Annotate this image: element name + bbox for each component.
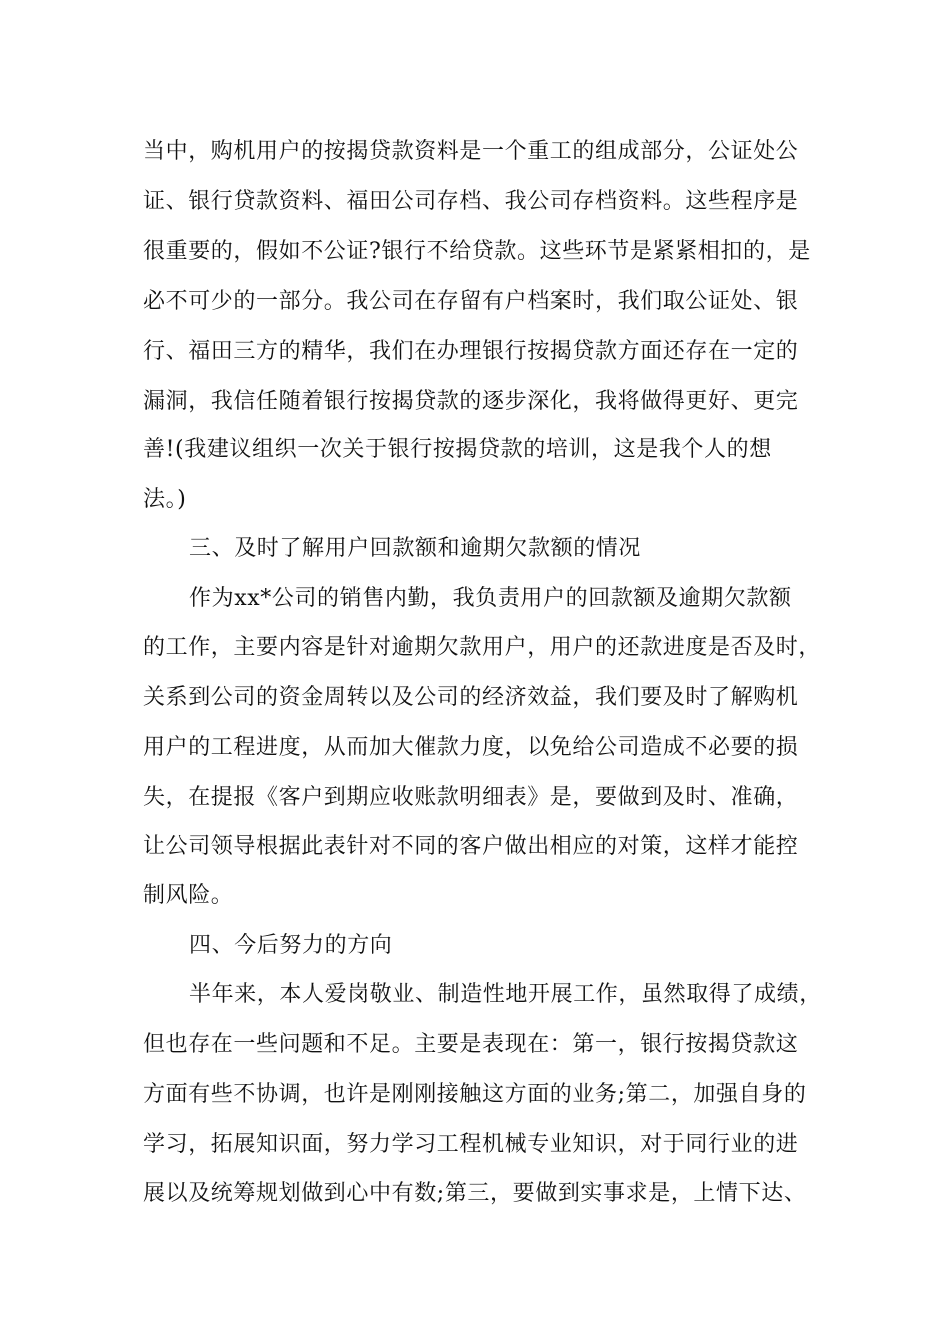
text-line: 漏洞，我信任随着银行按揭贷款的逐步深化，我将做得更好、更完 [143, 389, 799, 414]
text-line: 行、福田三方的精华，我们在办理银行按揭贷款方面还存在一定的 [143, 339, 799, 364]
text-line: 必不可少的一部分。我公司在存留有户档案时，我们取公证处、银 [143, 289, 799, 314]
text-line: 善!(我建议组织一次关于银行按揭贷款的培训，这是我个人的想 [143, 437, 772, 462]
text-line: 失，在提报《客户到期应收账款明细表》是，要做到及时、准确， [143, 785, 799, 810]
text-line: 半年来，本人爱岗敬业、制造性地开展工作，虽然取得了成绩， [189, 982, 822, 1007]
text-line: 方面有些不协调，也许是刚刚接触这方面的业务;第二，加强自身的 [143, 1082, 807, 1107]
text-line: 证、银行贷款资料、福田公司存档、我公司存档资料。这些程序是 [143, 189, 799, 214]
text-line: 法。) [143, 487, 187, 512]
section-heading: 三、及时了解用户回款额和逾期欠款额的情况 [189, 536, 642, 561]
text-line: 学习，拓展知识面，努力学习工程机械专业知识，对于同行业的进 [143, 1132, 799, 1157]
text-line: 很重要的，假如不公证?银行不给贷款。这些环节是紧紧相扣的，是 [143, 239, 811, 264]
text-line: 让公司领导根据此表针对不同的客户做出相应的对策，这样才能控 [143, 834, 799, 859]
text-line: 作为xx*公司的销售内勤，我负责用户的回款额及逾期欠款额 [189, 586, 792, 611]
text-line: 用户的工程进度，从而加大催款力度，以免给公司造成不必要的损 [143, 735, 799, 760]
text-line: 关系到公司的资金周转以及公司的经济效益，我们要及时了解购机 [143, 685, 799, 710]
section-heading: 四、今后努力的方向 [189, 933, 393, 958]
text-line: 当中，购机用户的按揭贷款资料是一个重工的组成部分，公证处公 [143, 139, 799, 164]
text-line: 展以及统筹规划做到心中有数;第三，要做到实事求是，上情下达、 [143, 1181, 807, 1206]
text-line: 制风险。 [143, 883, 234, 908]
text-line: 但也存在一些问题和不足。主要是表现在：第一，银行按揭贷款这 [143, 1032, 799, 1057]
text-line: 的工作，主要内容是针对逾期欠款用户，用户的还款进度是否及时， [143, 635, 822, 660]
